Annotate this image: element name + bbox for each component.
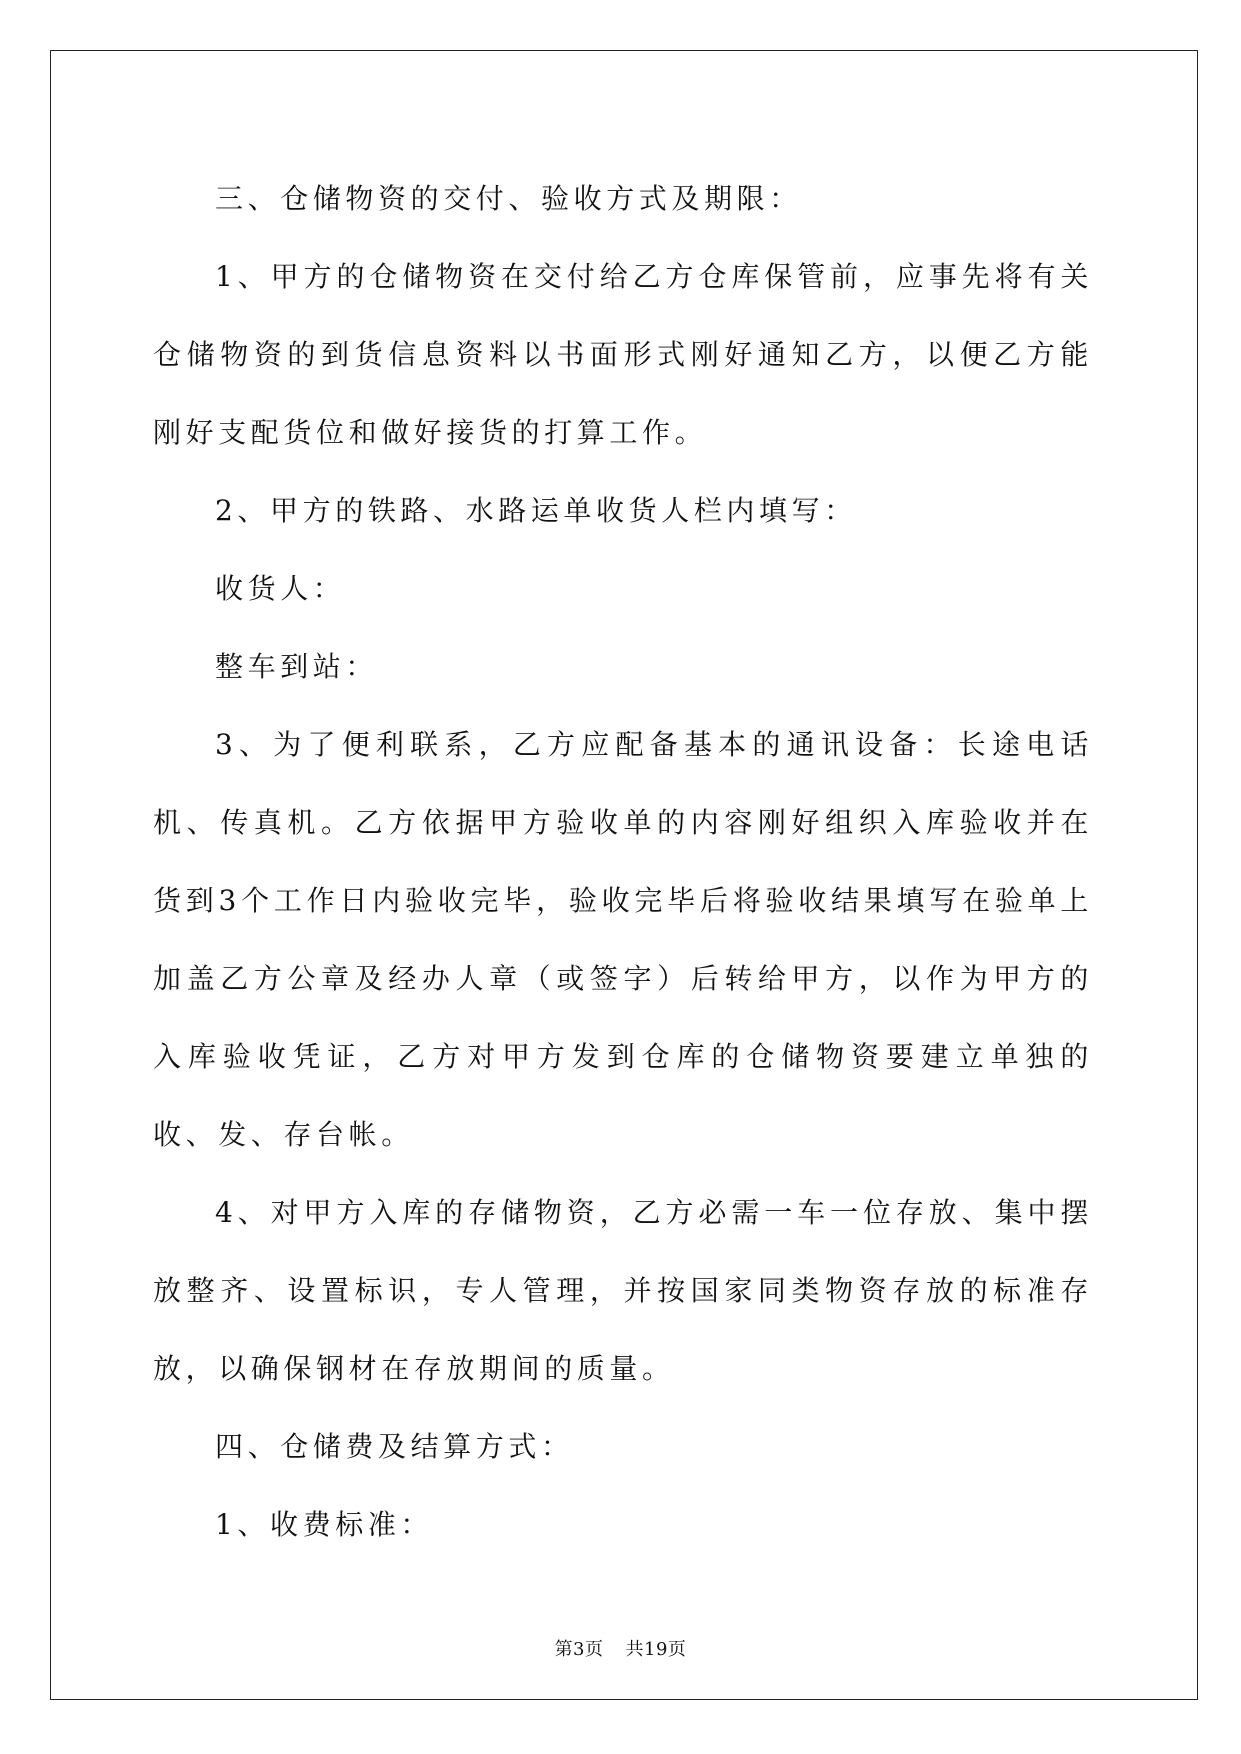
section-four-heading: 四、仓储费及结算方式： [215,1430,574,1463]
paragraph-fee-standard: 1、收费标准： [215,1508,434,1541]
paragraph-consignee: 收货人： [215,572,346,605]
section-three-heading: 三、仓储物资的交付、验收方式及期限： [215,182,802,215]
page-number: 第3页 [554,1639,604,1660]
paragraph-arrival-station: 整车到站： [215,650,379,683]
page-total: 共19页 [625,1639,687,1660]
paragraph-item-2: 2、甲方的铁路、水路运单收货人栏内填写： [215,494,857,527]
document-body [153,160,1093,1564]
page-footer [0,1635,1241,1661]
paragraph-item-4: 4、对甲方入库的存储物资，乙方必需一车一位存放、集中摆放整齐、设置标识，专人管理，并按国家同类物资存放的标准存放，以确保钢材在存放期间的质量。 [153,1196,1093,1385]
paragraph-item-3: 3、为了便利联系，乙方应配备基本的通讯设备：长途电话机、传真机。乙方依据甲方验收单的内容刚好组织入库验收并在货到3个工作日内验收完毕，验收完毕后将验收结果填写在验单上加盖乙方公章及经办人章（或签字）后转给甲方，以作为甲方的入库验收凭证，乙方对甲方发到仓库的仓储物资要建立单独的收、发、存台帐。 [153,728,1093,1151]
paragraph-item-1: 1、甲方的仓储物资在交付给乙方仓库保管前，应事先将有关仓储物资的到货信息资料以书面形式刚好通知乙方，以便乙方能刚好支配货位和做好接货的打算工作。 [153,260,1093,449]
